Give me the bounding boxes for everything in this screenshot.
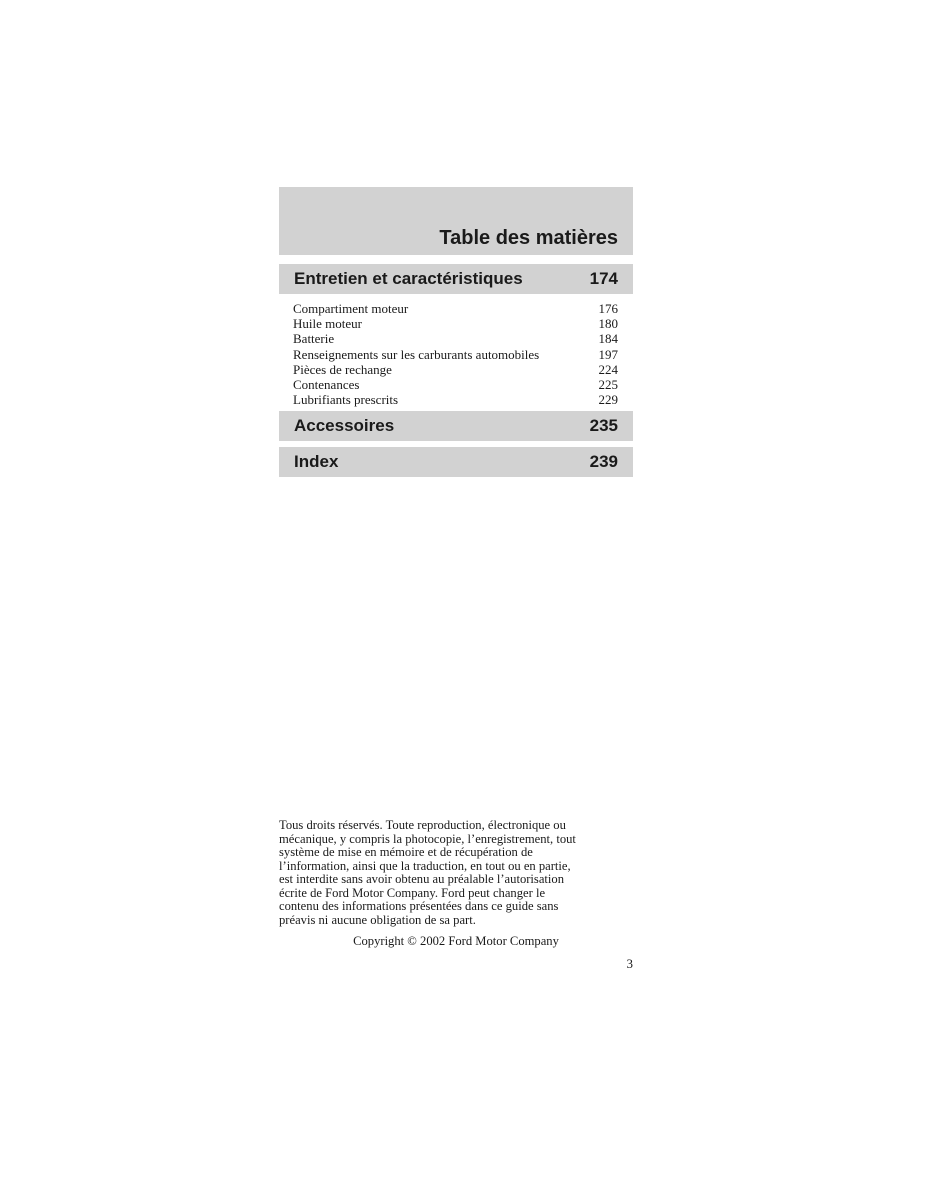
legal-line: est interdite sans avoir obtenu au préalable l’autorisation (279, 872, 565, 886)
toc-section-accessories[interactable] (279, 411, 633, 441)
toc-subitem[interactable] (293, 377, 618, 392)
toc-subitem[interactable] (293, 331, 618, 346)
toc-section-maintenance[interactable] (279, 264, 633, 294)
toc-title: Table des matières (439, 227, 618, 249)
toc-subitem-page: 197 (598, 346, 618, 362)
legal-line: système de mise en mémoire et de récupération de (279, 845, 533, 859)
toc-subitem-label: Contenances (293, 377, 360, 393)
toc-subitem[interactable] (293, 347, 618, 362)
legal-line: écrite de Ford Motor Company. Ford peut changer le (279, 885, 546, 900)
toc-subitem-page: 176 (598, 301, 618, 316)
toc-section-page: 239 (589, 452, 618, 471)
copyright-notice: Copyright © 2002 Ford Motor Company (353, 934, 559, 948)
toc-section-label: Index (294, 452, 339, 471)
legal-notice (279, 819, 639, 927)
page-number: 3 (626, 956, 633, 971)
toc-subitem-page: 229 (598, 392, 618, 408)
legal-line: contenu des informations présentées dans ce guide sans (279, 899, 559, 913)
toc-subitem-label: Lubrifiants prescrits (293, 392, 399, 408)
toc-subitem-page: 184 (598, 331, 618, 347)
toc-subitem[interactable] (293, 301, 618, 316)
toc-subitem-page: 224 (598, 361, 618, 377)
toc-subitem-label: Pièces de rechange (293, 361, 392, 377)
toc-subitem[interactable] (293, 392, 618, 407)
legal-line: l’information, ainsi que la traduction, en tout ou en partie, (279, 858, 571, 873)
toc-subitem-page: 225 (598, 377, 618, 393)
legal-line: préavis ni aucune obligation de sa part. (279, 912, 476, 927)
toc-subitem[interactable] (293, 316, 618, 331)
toc-subitem-label: Batterie (293, 331, 335, 347)
toc-subitem[interactable] (293, 362, 618, 377)
toc-subitem-label: Compartiment moteur (293, 301, 409, 316)
legal-line: mécanique, y compris la photocopie, l’enregistrement, tout (279, 831, 576, 846)
toc-subitem-label: Renseignements sur les carburants automobiles (293, 346, 540, 362)
legal-line: Tous droits réservés. Toute reproduction, électronique ou (279, 818, 566, 832)
toc-header-bar (279, 187, 633, 255)
toc-section-label: Entretien et caractéristiques (294, 269, 523, 288)
toc-section-page: 235 (589, 416, 618, 435)
toc-subitem-label: Huile moteur (293, 316, 362, 332)
toc-subitem-page: 180 (598, 316, 618, 332)
toc-section-page: 174 (589, 269, 618, 288)
toc-subsection-list (293, 301, 618, 407)
toc-section-label: Accessoires (294, 416, 395, 435)
toc-section-index[interactable] (279, 447, 633, 477)
